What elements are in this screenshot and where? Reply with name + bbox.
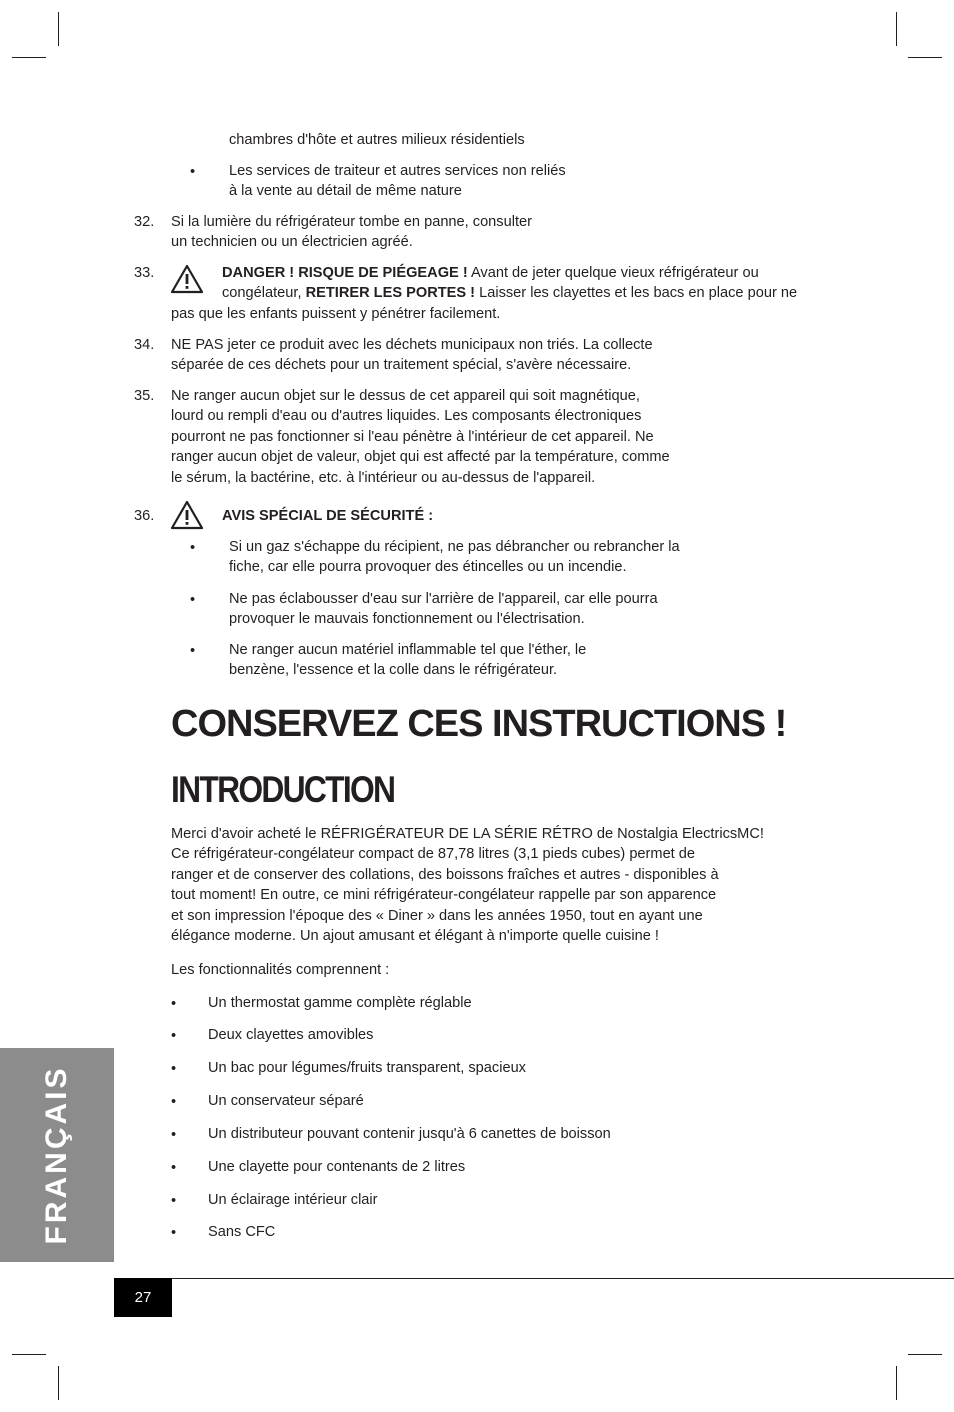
crop-mark (908, 1354, 942, 1355)
list-item: Ne ranger aucun matériel inflammable tel que l'éther, le benzène, l'essence et la colle dans le réfrigérateur. (229, 642, 587, 679)
list-item: Les services de traiteur et autres services non reliés à la vente au détail de même nature (229, 163, 566, 200)
danger-label: DANGER ! RISQUE DE PIÉGEAGE ! (222, 265, 468, 281)
crop-mark (58, 12, 59, 46)
feature-item: Sans CFC (208, 1224, 276, 1240)
safety-notice-title: AVIS SPÉCIAL DE SÉCURITÉ : (222, 508, 434, 524)
bullet: • (171, 1225, 177, 1241)
intro-paragraph: Merci d'avoir acheté le RÉFRIGÉRATEUR DE LA SÉRIE RÉTRO de Nostalgia ElectricsMC! Ce réfrigérateur-congélateur compact de 87,78 litres (3,1 pieds cubes) permet de ranger et de conserver des collations, des boissons fraîches et autres - disponibles à tout moment! En outre, ce mini réfrigérateur-congélateur rappelle par son apparence et son impression l'époque des « Diner » dans les années 1950, tout en ayant une élégance moderne. Un ajout amusant et élégant à n'importe quelle cuisine ! (171, 826, 764, 945)
item-number: 33. (134, 265, 155, 281)
item-number: 35. (134, 388, 155, 404)
crop-mark (896, 12, 897, 46)
bullet: • (171, 1193, 177, 1209)
bullet: • (190, 540, 196, 556)
bullet: • (171, 1061, 177, 1077)
crop-mark (12, 57, 46, 58)
features-intro: Les fonctionnalités comprennent : (171, 962, 390, 978)
bullet: • (171, 1094, 177, 1110)
page-number: 27 (114, 1278, 172, 1317)
crop-mark (12, 1354, 46, 1355)
item-number: 36. (134, 508, 155, 524)
bullet: • (190, 643, 196, 659)
language-tab-label: FRANÇAIS (40, 1065, 73, 1245)
bullet: • (190, 164, 196, 180)
list-item: DANGER ! RISQUE DE PIÉGEAGE ! Avant de jeter quelque vieux réfrigérateur ou congélateur, RETIRER LES PORTES ! Laisser les clayettes et les bacs en place pour ne (222, 265, 798, 302)
bullet: • (171, 1127, 177, 1143)
feature-item: Un distributeur pouvant contenir jusqu'à 6 canettes de boisson (208, 1126, 611, 1142)
feature-item: Un conservateur séparé (208, 1093, 364, 1109)
bullet: • (171, 996, 177, 1012)
item-number: 34. (134, 337, 155, 353)
list-item: Si un gaz s'échappe du récipient, ne pas débrancher ou rebrancher la fiche, car elle pourra provoquer des étincelles ou un incendie. (229, 539, 680, 576)
list-item: Ne ranger aucun objet sur le dessus de cet appareil qui soit magnétique, lourd ou rempli d'eau ou d'autres liquides. Les composants électroniques pourront ne pas fonctionner si l'eau pénètre à l'intérieur de cet appareil. Ne ranger aucun objet de valeur, objet qui est affecté par la température, comme le sérum, la bactérine, etc. à l'intérieur ou au-dessus de l'appareil. (171, 388, 670, 486)
list-item-continuation: pas que les enfants puissent y pénétrer facilement. (171, 306, 501, 322)
list-item: Si la lumière du réfrigérateur tombe en panne, consulter un technicien ou un électricien agréé. (171, 214, 532, 251)
list-item: NE PAS jeter ce produit avec les déchets municipaux non triés. La collecte séparée de ces déchets pour un traitement spécial, s'avère nécessaire. (171, 337, 653, 374)
crop-mark (896, 1366, 897, 1400)
item-number: 32. (134, 214, 155, 230)
bullet: • (171, 1028, 177, 1044)
feature-item: Une clayette pour contenants de 2 litres (208, 1159, 466, 1175)
footer-rule (114, 1278, 954, 1279)
feature-item: Un thermostat gamme complète réglable (208, 995, 472, 1011)
introduction-heading: INTRODUCTION (171, 769, 395, 810)
feature-item: Un éclairage intérieur clair (208, 1192, 378, 1208)
list-continuation: chambres d'hôte et autres milieux résidentiels (229, 132, 525, 148)
crop-mark (58, 1366, 59, 1400)
warning-icon (170, 264, 204, 294)
remove-doors-label: RETIRER LES PORTES ! (305, 285, 476, 302)
crop-mark (908, 57, 942, 58)
warning-icon (170, 500, 204, 530)
list-item: Ne pas éclabousser d'eau sur l'arrière de l'appareil, car elle pourra provoquer le mauvais fonctionnement ou l'électrisation. (229, 591, 658, 628)
feature-item: Un bac pour légumes/fruits transparent, spacieux (208, 1060, 526, 1076)
bullet: • (190, 592, 196, 608)
bullet: • (171, 1160, 177, 1176)
language-tab (0, 1048, 114, 1262)
feature-item: Deux clayettes amovibles (208, 1027, 374, 1043)
save-instructions-heading: CONSERVEZ CES INSTRUCTIONS ! (171, 703, 787, 745)
